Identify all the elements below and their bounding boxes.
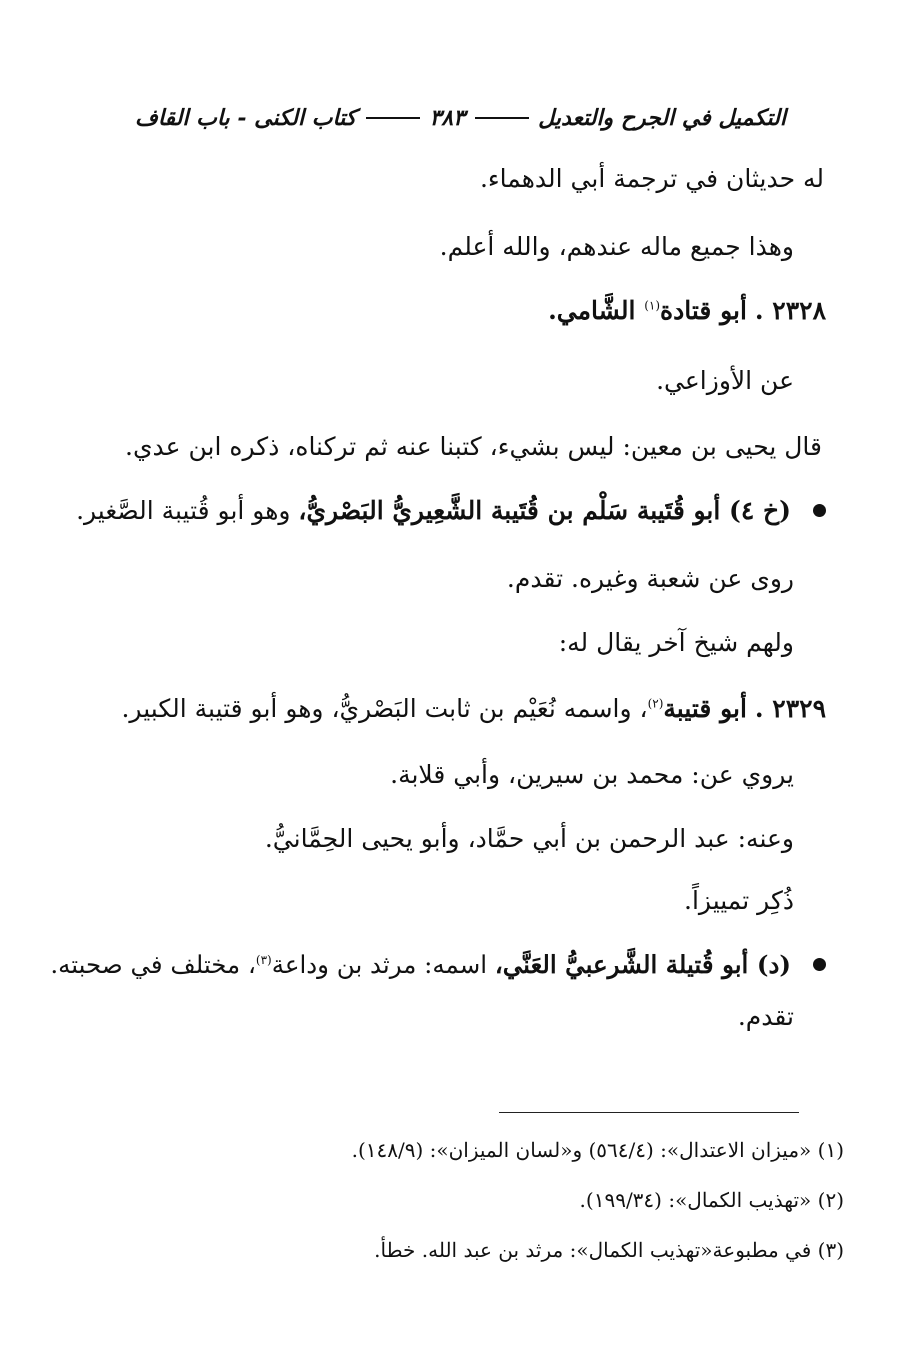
entry-name-rest: الشَّامي. [548, 296, 645, 325]
footnote-2: (٢) «تهذيب الكمال»: (١٩٩/٣٤). [579, 1188, 844, 1212]
footnote-3: (٣) في مطبوعة«تهذيب الكمال»: مرثد بن عبد الله. خطأ. [374, 1238, 844, 1262]
header-book-title: التكميل في الجرح والتعديل [538, 105, 786, 131]
text-line: روى عن شعبة وغيره. تقدم. [506, 564, 794, 593]
footnote-divider [499, 1112, 799, 1113]
entry-rest: وهو أبو قُتيبة الصَّغير. [76, 496, 299, 525]
entry-number: ٢٣٢٨ . [754, 296, 826, 325]
bullet-icon [813, 958, 826, 971]
header-chapter-title: كتاب الكنى - باب القاف [135, 105, 357, 131]
footnote-1: (١) «ميزان الاعتدال»: (٥٦٤/٤) و«لسان الميزان»: (١٤٨/٩). [351, 1138, 844, 1162]
entry-rest: ، مختلف في صحبته. [50, 950, 256, 979]
text-line: وهذا جميع ماله عندهم، والله أعلم. [439, 232, 794, 261]
entry-name: أبو قتيبة [663, 694, 747, 723]
entry-name: أبو قتادة [660, 296, 747, 325]
entry-rest: اسمه: مرثد بن وداعة [271, 950, 495, 979]
text-line: قال يحيى بن معين: ليس بشيء، كتبنا عنه ثم تركناه، ذكره ابن عدي. [125, 432, 822, 461]
header-dash [366, 117, 420, 119]
text-line: تقدم. [737, 1002, 794, 1031]
entry-2329 [121, 692, 826, 726]
header-dash [475, 117, 529, 119]
text-line: له حديثان في ترجمة أبي الدهماء. [479, 164, 824, 193]
entry-bullet-1 [76, 494, 826, 528]
entry-2328 [548, 294, 826, 328]
text-line: ذُكِر تمييزاً. [684, 886, 794, 915]
text-line: عن الأوزاعي. [656, 366, 794, 395]
entry-code: (د) [756, 950, 791, 979]
entry-rest: ، واسمه نُعَيْم بن ثابت البَصْريُّ، وهو أبو قتيبة الكبير. [121, 694, 648, 723]
bullet-icon [813, 504, 826, 517]
running-header [135, 100, 786, 136]
footnote-ref: (٢) [647, 696, 664, 711]
entry-bullet-2 [50, 948, 826, 982]
footnote-ref: (١) [644, 298, 661, 313]
header-page-number: ٣٨٣ [429, 105, 465, 131]
entry-number: ٢٣٢٩ . [754, 694, 826, 723]
text-line: ولهم شيخ آخر يقال له: [558, 628, 794, 657]
entry-name: أبو قُتَيبة سَلْم بن قُتَيبة الشَّعِيريُّ البَصْريُّ، [298, 496, 730, 525]
entry-name: أبو قُتيلة الشَّرعبيُّ العَنَّي، [494, 950, 757, 979]
text-line: يروي عن: محمد بن سيرين، وأبي قلابة. [390, 760, 794, 789]
footnote-ref: (٣) [255, 952, 272, 967]
text-line: وعنه: عبد الرحمن بن أبي حمَّاد، وأبو يحيى الحِمَّانيُّ. [264, 824, 794, 853]
entry-code: (خ ٤) [729, 496, 791, 525]
